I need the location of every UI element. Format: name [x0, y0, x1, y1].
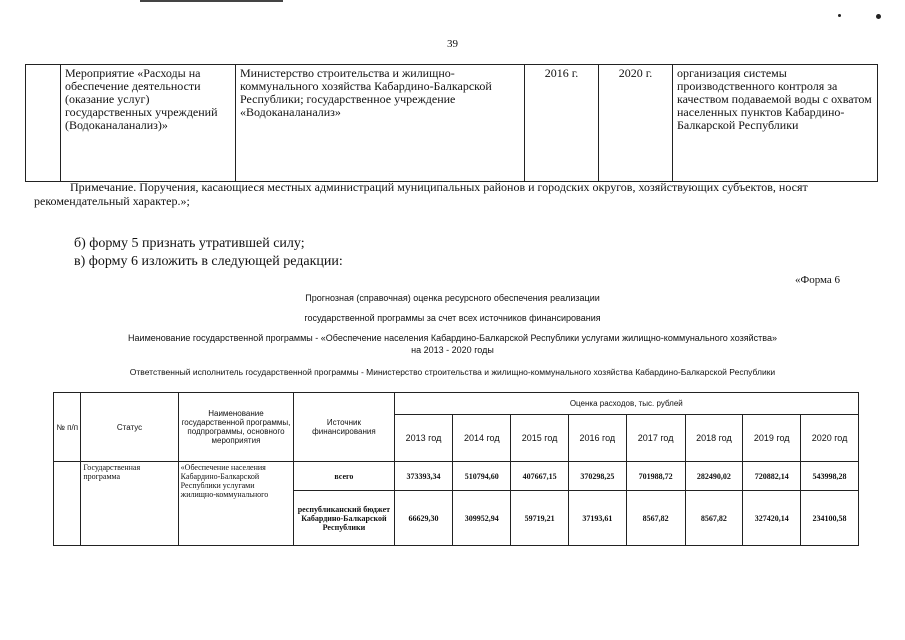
value-cell: 8567,82 — [685, 491, 743, 546]
program-years: на 2013 - 2020 годы — [411, 345, 494, 355]
item-b: б) форму 5 признать утратившей силу; — [74, 236, 305, 251]
header-source: Источник финансирования — [294, 393, 394, 462]
header-year: 2013 год — [394, 415, 453, 462]
value-cell: 701988,72 — [626, 462, 685, 491]
row-number-cell — [26, 65, 61, 182]
status-cell: Государственная программа — [81, 462, 178, 546]
value-cell: 327420,14 — [743, 491, 801, 546]
form-label: «Форма 6 — [795, 274, 841, 286]
program-name-line: Наименование государственной программы - «Обеспечение населения Кабардино-Балкарской Республики услугами жилищно-коммунального хозяйства» — [128, 333, 777, 343]
value-cell: 234100,58 — [801, 491, 859, 546]
value-cell: 66629,30 — [394, 491, 453, 546]
header-year: 2019 год — [743, 415, 801, 462]
value-cell: 37193,61 — [568, 491, 626, 546]
header-year: 2016 год — [568, 415, 626, 462]
header-num: № п/п — [54, 393, 81, 462]
note-paragraph: Примечание. Поручения, касающиеся местных администраций муниципальных районов и городских округов, хозяйствующих субъектов, носят рекомендательный характер.»; — [34, 180, 808, 208]
item-c: в) форму 6 изложить в следующей редакции: — [74, 254, 343, 269]
value-cell: 309952,94 — [453, 491, 511, 546]
value-cell: 373393,34 — [394, 462, 453, 491]
form-title-line-2: государственной программы за счет всех источников финансирования — [304, 313, 601, 323]
value-cell: 59719,21 — [511, 491, 569, 546]
row-num-cell — [54, 462, 81, 546]
responsible-line: Ответственный исполнитель государственной программы - Министерство строительства и жилищно-коммунального хозяйства Кабардино-Балкарской Республики — [129, 367, 776, 377]
year-end-cell: 2020 г. — [599, 65, 673, 182]
table-row — [26, 65, 878, 182]
header-year: 2017 год — [626, 415, 685, 462]
value-cell: 407667,15 — [511, 462, 569, 491]
header-year: 2020 год — [801, 415, 859, 462]
value-cell: 720882,14 — [743, 462, 801, 491]
measures-table — [25, 64, 878, 182]
header-year: 2014 год — [453, 415, 511, 462]
resource-estimate-table — [53, 392, 859, 546]
scan-speck — [838, 14, 841, 17]
page-number: 39 — [447, 38, 458, 50]
header-estimate: Оценка расходов, тыс. рублей — [394, 393, 858, 415]
year-start-cell: 2016 г. — [525, 65, 599, 182]
executor-cell: Министерство строительства и жилищно-коммунального хозяйства Кабардино-Балкарской Республики; государственное учреждение «Водоканаланализ» — [236, 65, 525, 182]
header-year: 2015 год — [511, 415, 569, 462]
value-cell: 282490,02 — [685, 462, 743, 491]
header-status: Статус — [81, 393, 178, 462]
table-header-row — [54, 393, 859, 415]
header-year: 2018 год — [685, 415, 743, 462]
value-cell: 543998,28 — [801, 462, 859, 491]
value-cell: 510794,60 — [453, 462, 511, 491]
scan-speck — [876, 14, 881, 19]
value-cell: 8567,82 — [626, 491, 685, 546]
header-name: Наименование государственной программы, подпрограммы, основного мероприятия — [178, 393, 294, 462]
table-row — [54, 462, 859, 491]
source-cell: республиканский бюджет Кабардино-Балкарской Республики — [294, 491, 394, 546]
result-cell: организация системы производственного контроля за качеством подаваемой воды с охватом населенных пунктов Кабардино-Балкарской Республики — [673, 65, 878, 182]
source-cell: всего — [294, 462, 394, 491]
form-title-line-1: Прогнозная (справочная) оценка ресурсного обеспечения реализации — [305, 293, 600, 303]
top-scan-line — [140, 0, 283, 2]
measure-cell: Мероприятие «Расходы на обеспечение деятельности (оказание услуг) государственных учреждений (Водоканаланализ)» — [61, 65, 236, 182]
program-cell: «Обеспечение населения Кабардино-Балкарской Республики услугами жилищно-коммунального — [178, 462, 294, 546]
value-cell: 370298,25 — [568, 462, 626, 491]
